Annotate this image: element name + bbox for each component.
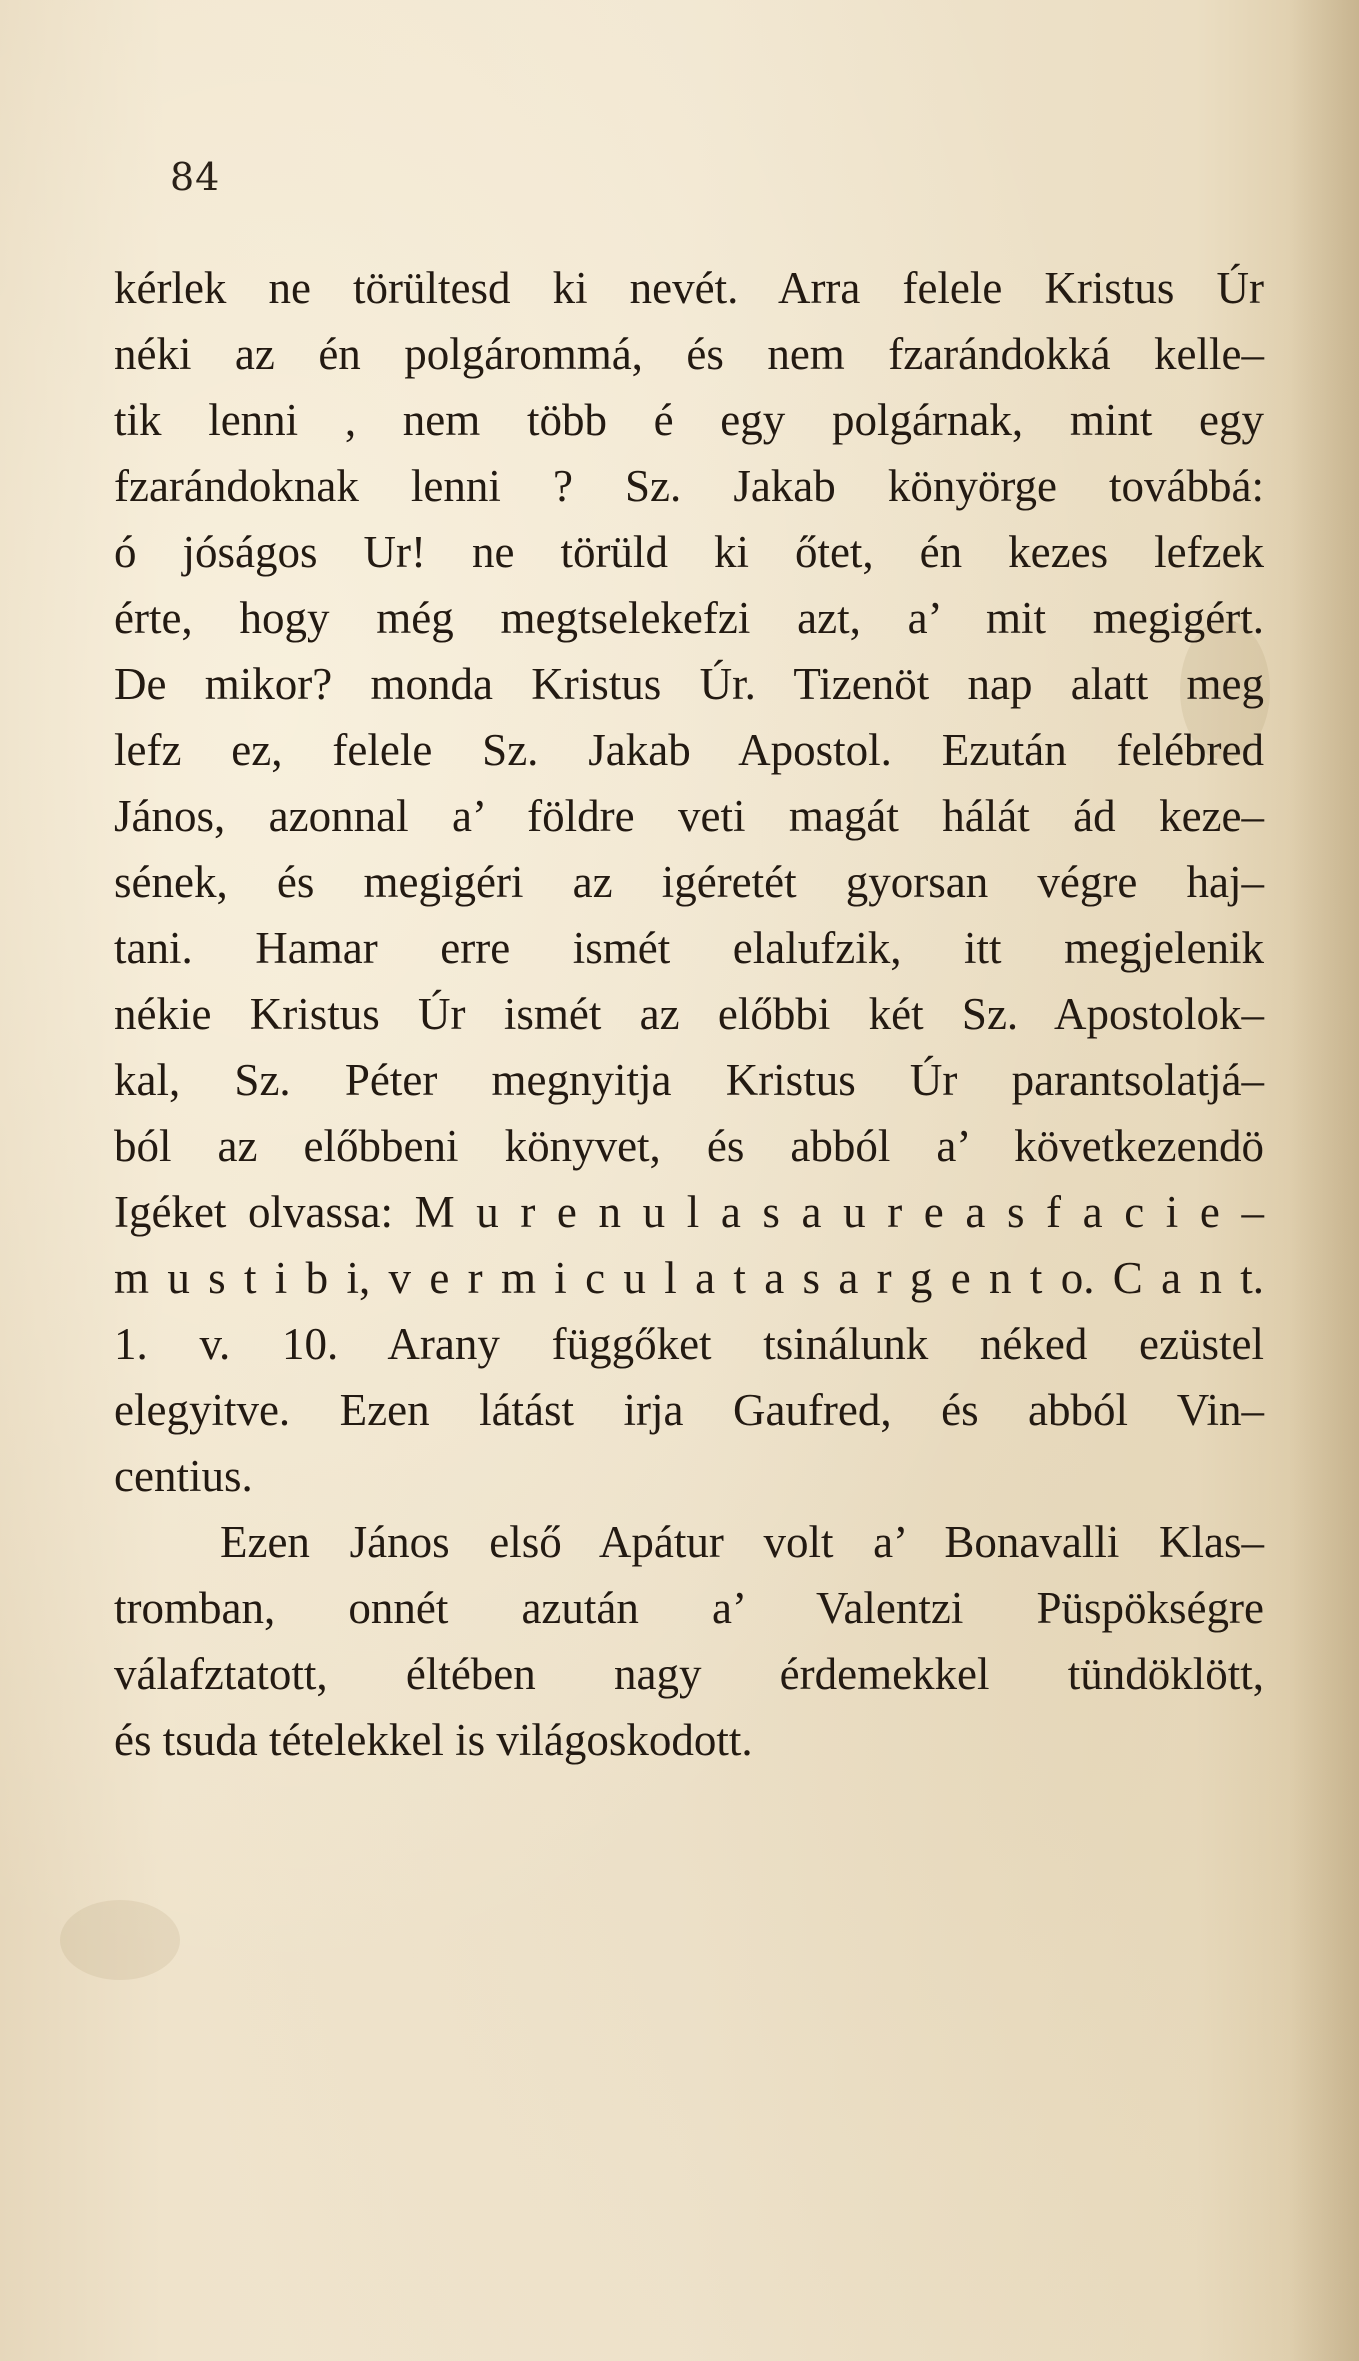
text-line: Ezen János első Apátur volt a’ Bonavalli Klas– [220,1517,1264,1567]
text-line: m u s t i b i, v e r m i c u l a t a s a r g e n t o. C a n t. [114,1253,1264,1303]
paper-stain [60,1900,180,1980]
text-line: elegyitve. Ezen látást irja Gaufred, és abból Vin– [114,1385,1264,1435]
text-line: ó jóságos Ur! ne törüld ki őtet, én kezes lefzek [114,527,1264,577]
text-line: sének, és megigéri az igéretét gyorsan végre haj– [114,857,1264,907]
text-line: nékie Kristus Úr ismét az előbbi két Sz. Apostolok– [114,989,1264,1039]
text-line: érte, hogy még megtselekefzi azt, a’ mit megigért. [114,593,1264,643]
text-line: kal, Sz. Péter megnyitja Kristus Úr parantsolatjá– [114,1055,1264,1105]
text-line: ból az előbbeni könyvet, és abból a’ következendö [114,1121,1264,1171]
text-line: De mikor? monda Kristus Úr. Tizenöt nap alatt meg [114,659,1264,709]
text-line: kérlek ne törültesd ki nevét. Arra felele Kristus Úr [114,263,1264,313]
paragraph-1 [114,255,1264,1509]
text-line: tani. Hamar erre ismét elalufzik, itt megjelenik [114,923,1264,973]
text-line: centius. [114,1451,253,1501]
text-line: tromban, onnét azután a’ Valentzi Püspökségre [114,1583,1264,1633]
text-line: néki az én polgárommá, és nem fzarándokká kelle– [114,329,1264,379]
text-line: lefz ez, felele Sz. Jakab Apostol. Ezután felébred [114,725,1264,775]
text-line: Igéket olvassa: M u r e n u l a s a u r e a s f a c i e – [114,1187,1264,1237]
body-text [114,255,1264,1773]
text-line: János, azonnal a’ földre veti magát hálát ád keze– [114,791,1264,841]
text-line: 1. v. 10. Arany függőket tsinálunk néked ezüstel [114,1319,1264,1369]
text-line: válafztatott, éltében nagy érdemekkel tündöklött, [114,1649,1264,1699]
text-line: tik lenni , nem több é egy polgárnak, mint egy [114,395,1264,445]
text-line: és tsuda tételekkel is világoskodott. [114,1715,753,1765]
text-line: fzarándoknak lenni ? Sz. Jakab könyörge továbbá: [114,461,1264,511]
paragraph-2 [114,1509,1264,1773]
page-number: 84 [170,155,221,199]
